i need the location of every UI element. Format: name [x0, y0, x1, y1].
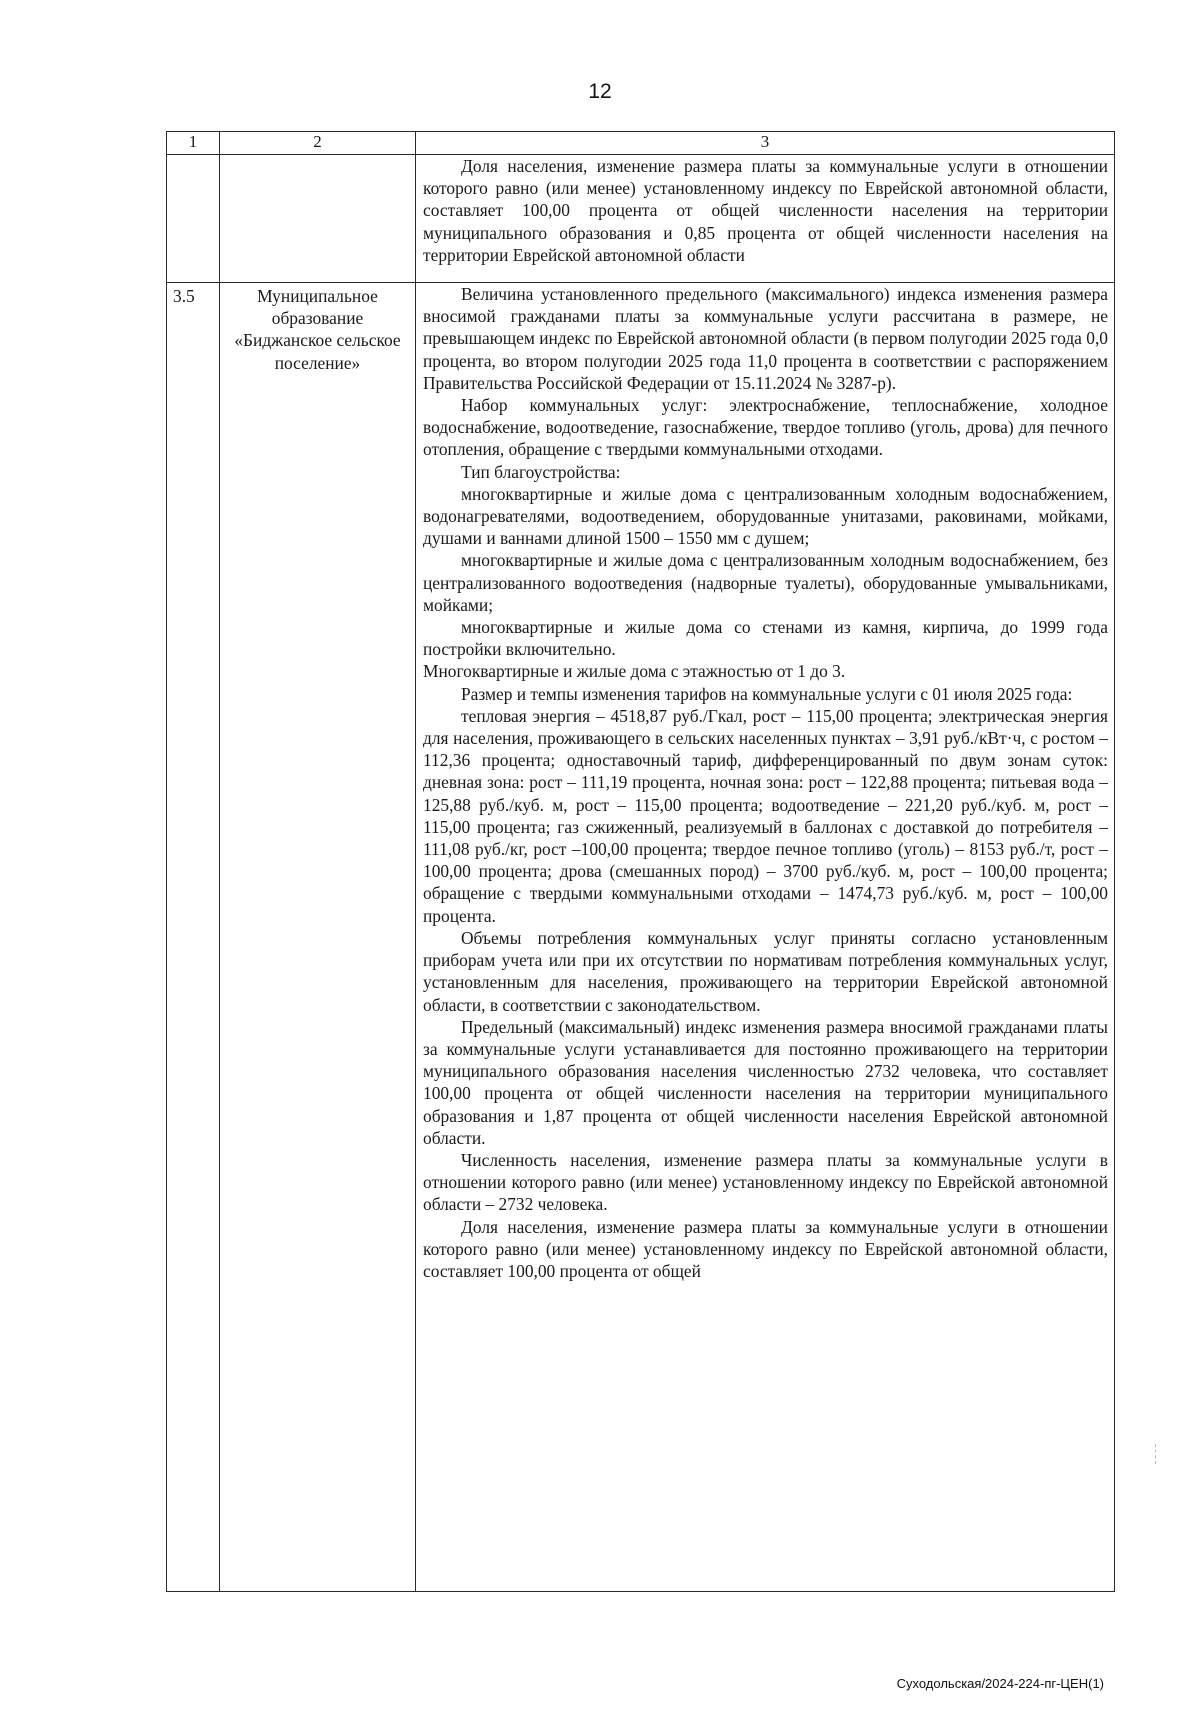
paragraph: Объемы потребления коммунальных услуг приняты согласно установленным приборам учета или при их отсутствии по нормативам потребления коммунальных услуг, установленным для населения, проживающего на территории Еврейской автономной области, в соответствии с законодательством. [423, 927, 1108, 1015]
paragraph: Доля населения, изменение размера платы за коммунальные услуги в отношении которого равно (или менее) установленному индексу по Еврейской автономной области, составляет 100,00 процента от общей численности населения на территории муниципального образования и 0,85 процента от общей численности населения на территории Еврейской автономной области [423, 156, 1108, 265]
row-name-cell [220, 155, 416, 283]
row-number: 3.5 [167, 283, 220, 1592]
document-code: Суходольская/2024-224-пг-ЦЕН(1) [896, 1676, 1104, 1691]
page-number: 12 [588, 80, 612, 103]
column-header-2: 2 [220, 132, 416, 155]
row-number-cell [167, 155, 220, 283]
row-text-cell [416, 155, 1115, 283]
paragraph: Размер и темпы изменения тарифов на коммунальные услуги с 01 июля 2025 года: [461, 683, 1073, 704]
paragraph: Предельный (максимальный) индекс изменения размера вносимой гражданами платы за коммунальные услуги устанавливается для постоянно проживающего на территории муниципального образования населения численностью 2732 человека, что составляет 100,00 процента от общей численности населения на территории муниципального образования и 1,87 процента от общей численности населения Еврейской автономной области. [423, 1016, 1108, 1148]
municipality-name: Муниципальное образование «Биджанское сельское поселение» [220, 283, 416, 1592]
paragraph: многоквартирные и жилые дома со стенами из камня, кирпича, до 1999 года постройки включительно. [423, 617, 1108, 660]
paragraph: Численность населения, изменение размера платы за коммунальные услуги в отношении которого равно (или менее) установленному индексу по Еврейской автономной области – 2732 человека. [423, 1149, 1108, 1215]
scan-artifact [1155, 1444, 1157, 1464]
paragraph: тепловая энергия – 4518,87 руб./Гкал, рост – 115,00 процента; электрическая энергия для населения, проживающего в сельских населенных пунктах – 3,91 руб./кВт·ч, с ростом – 112,36 процента; одноставочный тариф, дифференцированный по двум зонам суток: дневная зона: рост – 111,19 процента, ночная зона: рост – 122,88 процента; питьевая вода – 125,88 руб./куб. м, рост – 115,00 процента; водоотведение – 221,20 руб./куб. м, рост – 115,00 процента; газ сжиженный, реализуемый в баллонах с доставкой до потребителя – 111,08 руб./кг, рост –100,00 процента; твердое печное топливо (уголь) – 8153 руб./т, рост – 100,00 процента; дрова (смешанных пород) – 3700 руб./куб. м, рост – 100,00 процента; обращение с твердыми коммунальными отходами – 1474,73 руб./куб. м, рост – 100,00 процента. [423, 705, 1108, 926]
tariff-table [166, 131, 1115, 1592]
paragraph: многоквартирные и жилые дома с централизованным холодным водоснабжением, водонагревателями, водоотведением, оборудованные унитазами, раковинами, мойками, душами и ваннами длиной 1500 – 1550 мм с душем; [423, 483, 1108, 549]
paragraph: Доля населения, изменение размера платы за коммунальные услуги в отношении которого равно (или менее) установленному индексу по Еврейской автономной области, составляет 100,00 процента от общей [423, 1216, 1108, 1281]
paragraph: многоквартирные и жилые дома с централизованным холодным водоснабжением, без централизованного водоотведения (надворные туалеты), оборудованные умывальниками, мойками; [423, 550, 1108, 615]
table-row-continuation [167, 155, 1115, 283]
column-header-3: 3 [416, 132, 1115, 155]
table-row-3-5 [167, 283, 1115, 1592]
paragraph: Набор коммунальных услуг: электроснабжение, теплоснабжение, холодное водоснабжение, водоотведение, газоснабжение, твердое топливо (уголь, дрова) для печного отопления, обращение с твердыми коммунальными отходами. [423, 395, 1108, 460]
paragraph: Тип благоустройства: [461, 461, 621, 482]
paragraph: Величина установленного предельного (максимального) индекса изменения размера вносимой гражданами платы за коммунальные услуги рассчитана в размере, не превышающем индекс по Еврейской автономной области (в первом полугодии 2025 года 0,0 процента, во втором полугодии 2025 года 11,0 процента в соответствии с распоряжением Правительства Российской Федерации от 15.11.2024 № 3287-р). [423, 284, 1108, 393]
table-header-row [167, 132, 1115, 155]
column-header-1: 1 [167, 132, 220, 155]
paragraph: Многоквартирные и жилые дома с этажностью от 1 до 3. [423, 661, 846, 682]
row-text-cell [416, 283, 1115, 1592]
